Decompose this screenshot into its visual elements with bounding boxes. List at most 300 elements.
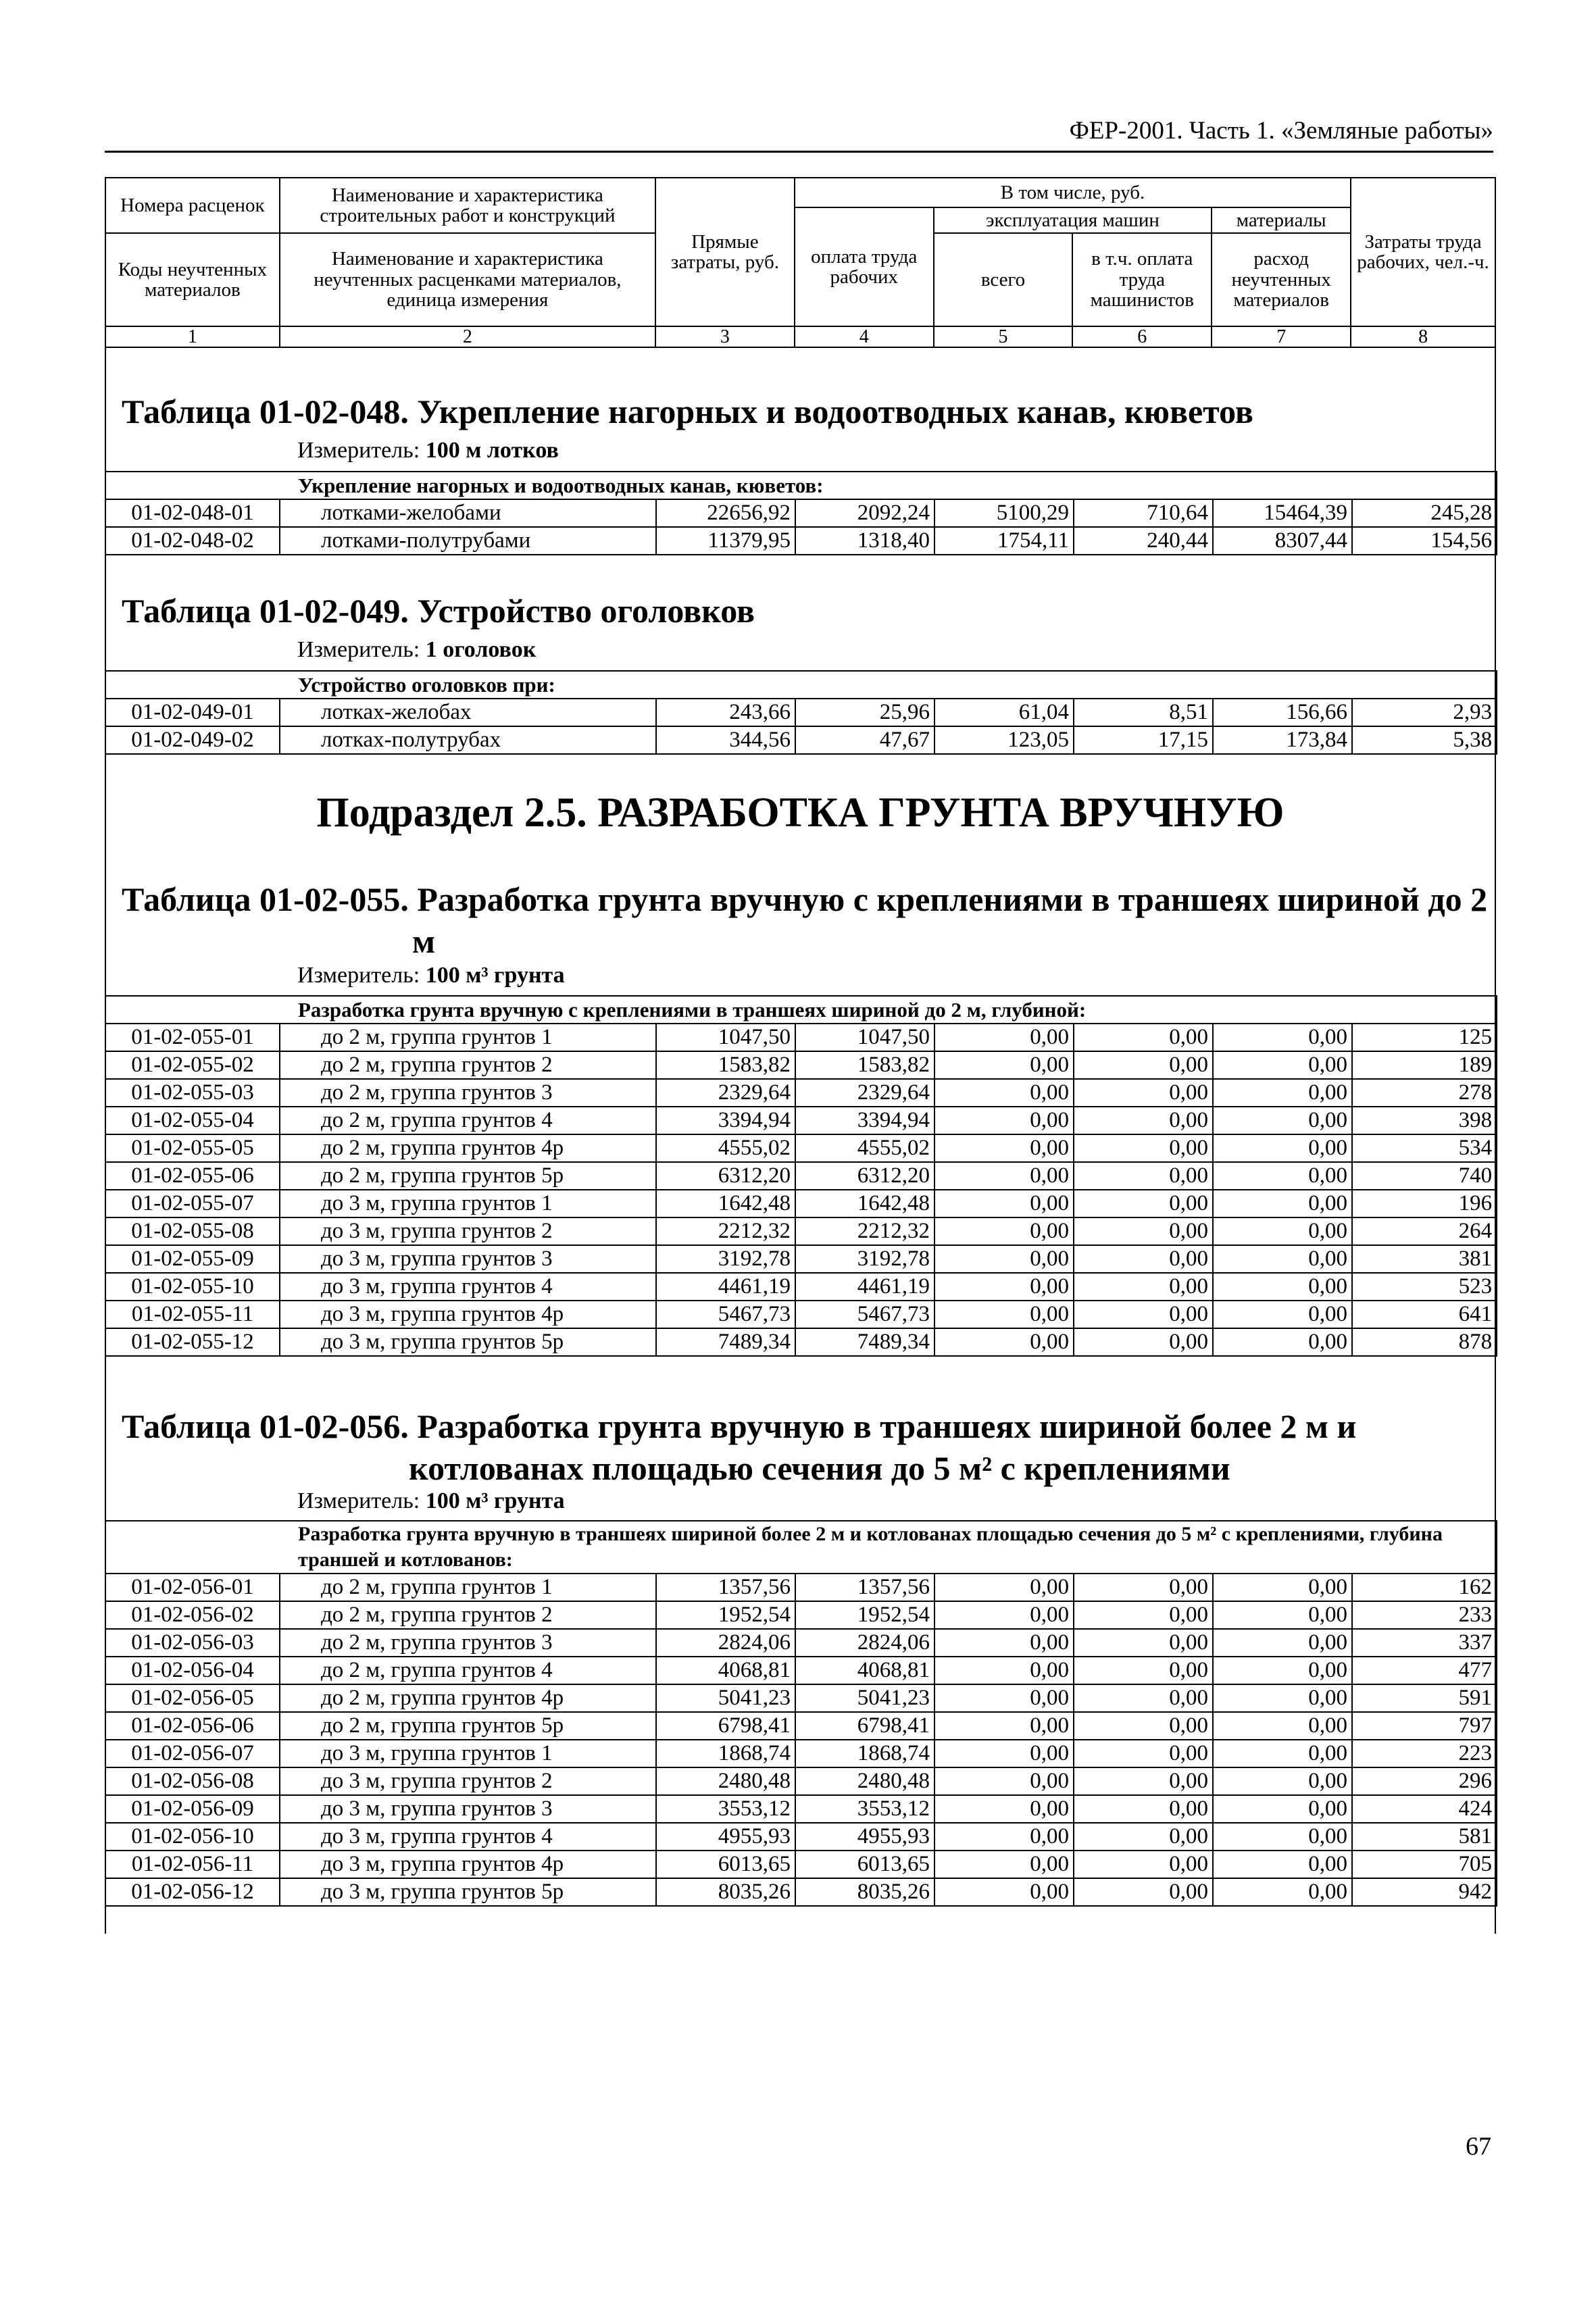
machinist-pay: 240,44 [1074, 527, 1213, 555]
labor-hours: 296 [1352, 1767, 1497, 1795]
group-heading: Разработка грунта вручную с креплениями в траншеях шириной до 2 м, глубиной: [105, 996, 1497, 1024]
worker-pay: 6798,41 [795, 1712, 934, 1740]
work-description: до 3 м, группа грунтов 3 [280, 1795, 656, 1823]
worker-pay: 1357,56 [795, 1574, 934, 1601]
table-row [105, 1740, 1497, 1767]
table-row [105, 1574, 1497, 1601]
labor-hours: 797 [1352, 1712, 1497, 1740]
rate-code: 01-02-056-05 [105, 1684, 280, 1712]
labor-hours: 245,28 [1352, 499, 1497, 527]
worker-pay: 1047,50 [795, 1024, 934, 1051]
col-number: 2 [280, 326, 655, 347]
machinist-pay: 710,64 [1074, 499, 1213, 527]
machinist-pay: 0,00 [1074, 1574, 1213, 1601]
header-machine-operation: эксплуатация машин [934, 207, 1212, 233]
table-row [105, 1273, 1497, 1301]
machinist-pay: 0,00 [1074, 1328, 1213, 1356]
rate-code: 01-02-056-04 [105, 1657, 280, 1684]
labor-hours: 591 [1352, 1684, 1497, 1712]
col-number: 5 [934, 326, 1073, 347]
machinist-pay: 0,00 [1074, 1740, 1213, 1767]
table-055-meter [297, 963, 565, 988]
materials-cost: 0,00 [1213, 1162, 1352, 1190]
table-row [105, 1712, 1497, 1740]
labor-hours: 125 [1352, 1024, 1497, 1051]
direct-costs: 2824,06 [656, 1629, 795, 1657]
rate-code: 01-02-056-12 [105, 1878, 280, 1906]
page-number: 67 [1466, 2132, 1491, 2161]
materials-cost: 0,00 [1213, 1217, 1352, 1245]
worker-pay: 1318,40 [795, 527, 934, 555]
rate-code: 01-02-055-04 [105, 1107, 280, 1134]
work-description: до 3 м, группа грунтов 2 [280, 1217, 656, 1245]
group-row [105, 472, 1497, 499]
worker-pay: 5041,23 [795, 1684, 934, 1712]
rate-code: 01-02-048-01 [105, 499, 280, 527]
worker-pay: 1868,74 [795, 1740, 934, 1767]
table-row [105, 1795, 1497, 1823]
table-row [105, 1051, 1497, 1079]
table-row [105, 1767, 1497, 1795]
labor-hours: 196 [1352, 1190, 1497, 1217]
header-direct-costs: Прямые затраты, руб. [655, 178, 795, 326]
materials-cost: 173,84 [1213, 726, 1352, 754]
machines-total: 0,00 [934, 1217, 1074, 1245]
direct-costs: 4068,81 [656, 1657, 795, 1684]
table-row [105, 1629, 1497, 1657]
machinist-pay: 0,00 [1074, 1851, 1213, 1878]
worker-pay: 3192,78 [795, 1245, 934, 1273]
labor-hours: 154,56 [1352, 527, 1497, 555]
machinist-pay: 8,51 [1074, 699, 1213, 726]
materials-cost: 0,00 [1213, 1629, 1352, 1657]
machines-total: 0,00 [934, 1051, 1074, 1079]
machines-total: 0,00 [934, 1024, 1074, 1051]
direct-costs: 6798,41 [656, 1712, 795, 1740]
header-rate-numbers: Номера расценок [105, 178, 280, 233]
rate-code: 01-02-055-01 [105, 1024, 280, 1051]
table-row [105, 1217, 1497, 1245]
header-unaccounted-materials: расход неучтенных материалов [1212, 233, 1351, 326]
labor-hours: 705 [1352, 1851, 1497, 1878]
table-055-title [122, 878, 1493, 962]
rate-code: 01-02-056-06 [105, 1712, 280, 1740]
machinist-pay: 0,00 [1074, 1273, 1213, 1301]
direct-costs: 3394,94 [656, 1107, 795, 1134]
table-row [105, 1190, 1497, 1217]
col-number: 7 [1212, 326, 1351, 347]
materials-cost: 0,00 [1213, 1190, 1352, 1217]
table-056-meter [297, 1488, 565, 1514]
work-description: до 3 м, группа грунтов 4 [280, 1823, 656, 1851]
col-number: 4 [795, 326, 934, 347]
machines-total: 1754,11 [934, 527, 1074, 555]
direct-costs: 1583,82 [656, 1051, 795, 1079]
rate-code: 01-02-055-05 [105, 1134, 280, 1162]
worker-pay: 1642,48 [795, 1190, 934, 1217]
rate-code: 01-02-056-11 [105, 1851, 280, 1878]
machines-total: 0,00 [934, 1328, 1074, 1356]
work-description: до 2 м, группа грунтов 3 [280, 1629, 656, 1657]
title-line-1: Таблица 01-02-056. Разработка грунта вручную в траншеях шириной более 2 м и [122, 1407, 1357, 1445]
table-row [105, 1301, 1497, 1328]
rate-code: 01-02-056-07 [105, 1740, 280, 1767]
group-row [105, 671, 1497, 699]
worker-pay: 4068,81 [795, 1657, 934, 1684]
work-description: лотках-полутрубах [280, 726, 656, 754]
rate-code: 01-02-048-02 [105, 527, 280, 555]
table-row [105, 1162, 1497, 1190]
work-description: до 2 м, группа грунтов 2 [280, 1051, 656, 1079]
table-row [105, 1107, 1497, 1134]
materials-cost: 0,00 [1213, 1134, 1352, 1162]
labor-hours: 5,38 [1352, 726, 1497, 754]
machinist-pay: 0,00 [1074, 1134, 1213, 1162]
work-description: до 2 м, группа грунтов 2 [280, 1601, 656, 1629]
labor-hours: 398 [1352, 1107, 1497, 1134]
machines-total: 0,00 [934, 1851, 1074, 1878]
header-machines-total: всего [934, 233, 1073, 326]
machines-total: 0,00 [934, 1273, 1074, 1301]
meter-value: 1 оголовок [425, 637, 537, 662]
machinist-pay: 17,15 [1074, 726, 1213, 754]
labor-hours: 581 [1352, 1823, 1497, 1851]
machines-total: 61,04 [934, 699, 1074, 726]
machines-total: 0,00 [934, 1134, 1074, 1162]
materials-cost: 0,00 [1213, 1079, 1352, 1107]
rate-code: 01-02-055-11 [105, 1301, 280, 1328]
materials-cost: 0,00 [1213, 1024, 1352, 1051]
work-description: до 2 м, группа грунтов 4р [280, 1684, 656, 1712]
rate-code: 01-02-055-06 [105, 1162, 280, 1190]
direct-costs: 1047,50 [656, 1024, 795, 1051]
machines-total: 0,00 [934, 1245, 1074, 1273]
table-row [105, 1328, 1497, 1356]
title-line-2: м [412, 922, 436, 960]
labor-hours: 381 [1352, 1245, 1497, 1273]
direct-costs: 4955,93 [656, 1823, 795, 1851]
title-line-1: Таблица 01-02-055. Разработка грунта вручную с креплениями в траншеях шириной до 2 [122, 880, 1488, 918]
labor-hours: 740 [1352, 1162, 1497, 1190]
table-row [105, 1024, 1497, 1051]
table-row [105, 527, 1497, 555]
direct-costs: 2480,48 [656, 1767, 795, 1795]
direct-costs: 1952,54 [656, 1601, 795, 1629]
labor-hours: 337 [1352, 1629, 1497, 1657]
direct-costs: 344,56 [656, 726, 795, 754]
direct-costs: 8035,26 [656, 1878, 795, 1906]
meter-value: 100 м³ грунта [425, 963, 565, 988]
work-description: до 2 м, группа грунтов 5р [280, 1162, 656, 1190]
worker-pay: 4461,19 [795, 1273, 934, 1301]
work-description: до 3 м, группа грунтов 1 [280, 1190, 656, 1217]
materials-cost: 0,00 [1213, 1107, 1352, 1134]
header-material-codes: Коды неучтенных материалов [105, 233, 280, 326]
materials-cost: 0,00 [1213, 1740, 1352, 1767]
header-work-name: Наименование и характеристика строительных работ и конструкций [280, 178, 655, 233]
direct-costs: 5041,23 [656, 1684, 795, 1712]
rate-code: 01-02-056-08 [105, 1767, 280, 1795]
work-description: до 3 м, группа грунтов 3 [280, 1245, 656, 1273]
group-heading: Устройство оголовков при: [105, 671, 1497, 699]
work-description: до 3 м, группа грунтов 4р [280, 1301, 656, 1328]
rate-code: 01-02-056-03 [105, 1629, 280, 1657]
worker-pay: 2212,32 [795, 1217, 934, 1245]
group-heading: Разработка грунта вручную в траншеях шириной более 2 м и котлованах площадью сечения до 5 м² с креплениями, глубина траншей и котлованов: [105, 1521, 1497, 1574]
labor-hours: 233 [1352, 1601, 1497, 1629]
machines-total: 0,00 [934, 1079, 1074, 1107]
column-header-table [105, 177, 1496, 348]
labor-hours: 223 [1352, 1740, 1497, 1767]
work-description: до 2 м, группа грунтов 4р [280, 1134, 656, 1162]
header-labor-costs: Затраты труда рабочих, чел.-ч. [1351, 178, 1495, 326]
worker-pay: 8035,26 [795, 1878, 934, 1906]
worker-pay: 3553,12 [795, 1795, 934, 1823]
materials-cost: 15464,39 [1213, 499, 1352, 527]
worker-pay: 2480,48 [795, 1767, 934, 1795]
table-row [105, 1134, 1497, 1162]
materials-cost: 0,00 [1213, 1712, 1352, 1740]
materials-cost: 0,00 [1213, 1574, 1352, 1601]
meter-label: Измеритель: [297, 438, 420, 463]
header-including: В том числе, руб. [795, 178, 1351, 207]
labor-hours: 523 [1352, 1273, 1497, 1301]
rate-code: 01-02-055-09 [105, 1245, 280, 1273]
table-row [105, 1823, 1497, 1851]
materials-cost: 0,00 [1213, 1245, 1352, 1273]
work-description: до 3 м, группа грунтов 5р [280, 1878, 656, 1906]
table-row [105, 499, 1497, 527]
work-description: до 2 м, группа грунтов 4 [280, 1107, 656, 1134]
work-description: до 3 м, группа грунтов 4р [280, 1851, 656, 1878]
materials-cost: 0,00 [1213, 1301, 1352, 1328]
direct-costs: 1868,74 [656, 1740, 795, 1767]
labor-hours: 278 [1352, 1079, 1497, 1107]
machinist-pay: 0,00 [1074, 1657, 1213, 1684]
work-description: до 3 м, группа грунтов 4 [280, 1273, 656, 1301]
worker-pay: 6312,20 [795, 1162, 934, 1190]
machines-total: 0,00 [934, 1684, 1074, 1712]
group-row [105, 1521, 1497, 1574]
machines-total: 0,00 [934, 1107, 1074, 1134]
worker-pay: 4555,02 [795, 1134, 934, 1162]
worker-pay: 25,96 [795, 699, 934, 726]
machinist-pay: 0,00 [1074, 1684, 1213, 1712]
materials-cost: 0,00 [1213, 1767, 1352, 1795]
worker-pay: 1952,54 [795, 1601, 934, 1629]
machines-total: 0,00 [934, 1574, 1074, 1601]
machines-total: 0,00 [934, 1767, 1074, 1795]
work-description: до 3 м, группа грунтов 5р [280, 1328, 656, 1356]
materials-cost: 0,00 [1213, 1601, 1352, 1629]
direct-costs: 4555,02 [656, 1134, 795, 1162]
table-row [105, 1657, 1497, 1684]
direct-costs: 5467,73 [656, 1301, 795, 1328]
header-worker-pay: оплата труда рабочих [795, 207, 934, 326]
machinist-pay: 0,00 [1074, 1767, 1213, 1795]
machinist-pay: 0,00 [1074, 1712, 1213, 1740]
machines-total: 0,00 [934, 1795, 1074, 1823]
materials-cost: 0,00 [1213, 1823, 1352, 1851]
direct-costs: 243,66 [656, 699, 795, 726]
machines-total: 0,00 [934, 1878, 1074, 1906]
work-description: до 2 м, группа грунтов 5р [280, 1712, 656, 1740]
materials-cost: 0,00 [1213, 1328, 1352, 1356]
machinist-pay: 0,00 [1074, 1629, 1213, 1657]
direct-costs: 11379,95 [656, 527, 795, 555]
machinist-pay: 0,00 [1074, 1245, 1213, 1273]
table-row [105, 1245, 1497, 1273]
group-heading: Укрепление нагорных и водоотводных канав, кюветов: [105, 472, 1497, 499]
materials-cost: 0,00 [1213, 1657, 1352, 1684]
rate-code: 01-02-055-08 [105, 1217, 280, 1245]
work-description: до 2 м, группа грунтов 1 [280, 1574, 656, 1601]
work-description: до 2 м, группа грунтов 3 [280, 1079, 656, 1107]
labor-hours: 189 [1352, 1051, 1497, 1079]
machinist-pay: 0,00 [1074, 1301, 1213, 1328]
direct-costs: 1357,56 [656, 1574, 795, 1601]
machinist-pay: 0,00 [1074, 1024, 1213, 1051]
table-048-title: Таблица 01-02-048. Укрепление нагорных и водоотводных канав, кюветов [122, 393, 1253, 430]
labor-hours: 162 [1352, 1574, 1497, 1601]
work-description: до 2 м, группа грунтов 1 [280, 1024, 656, 1051]
rate-code: 01-02-055-07 [105, 1190, 280, 1217]
col-number: 8 [1351, 326, 1495, 347]
materials-cost: 0,00 [1213, 1878, 1352, 1906]
materials-cost: 0,00 [1213, 1851, 1352, 1878]
machines-total: 0,00 [934, 1712, 1074, 1740]
direct-costs: 3192,78 [656, 1245, 795, 1273]
col-number: 1 [105, 326, 280, 347]
work-description: до 2 м, группа грунтов 4 [280, 1657, 656, 1684]
materials-cost: 156,66 [1213, 699, 1352, 726]
machines-total: 0,00 [934, 1823, 1074, 1851]
machinist-pay: 0,00 [1074, 1051, 1213, 1079]
header-machinist-pay: в т.ч. оплата труда машинистов [1072, 233, 1212, 326]
rate-code: 01-02-049-02 [105, 726, 280, 754]
meter-label: Измеритель: [297, 963, 420, 988]
machinist-pay: 0,00 [1074, 1823, 1213, 1851]
work-description: лотками-полутрубами [280, 527, 656, 555]
header-materials: материалы [1212, 207, 1351, 233]
machines-total: 0,00 [934, 1657, 1074, 1684]
table-048 [105, 471, 1497, 555]
subsection-title: Подраздел 2.5. РАЗРАБОТКА ГРУНТА ВРУЧНУЮ [316, 790, 1285, 836]
direct-costs: 4461,19 [656, 1273, 795, 1301]
worker-pay: 2329,64 [795, 1079, 934, 1107]
group-row [105, 996, 1497, 1024]
table-049 [105, 670, 1497, 755]
meter-value: 100 м³ грунта [425, 1488, 565, 1513]
table-row [105, 1601, 1497, 1629]
machinist-pay: 0,00 [1074, 1162, 1213, 1190]
labor-hours: 641 [1352, 1301, 1497, 1328]
machinist-pay: 0,00 [1074, 1079, 1213, 1107]
labor-hours: 477 [1352, 1657, 1497, 1684]
labor-hours: 942 [1352, 1878, 1497, 1906]
rate-code: 01-02-056-09 [105, 1795, 280, 1823]
machines-total: 0,00 [934, 1629, 1074, 1657]
worker-pay: 6013,65 [795, 1851, 934, 1878]
worker-pay: 2092,24 [795, 499, 934, 527]
rate-code: 01-02-055-02 [105, 1051, 280, 1079]
table-row [105, 1684, 1497, 1712]
labor-hours: 424 [1352, 1795, 1497, 1823]
work-description: до 3 м, группа грунтов 1 [280, 1740, 656, 1767]
work-description: лотками-желобами [280, 499, 656, 527]
labor-hours: 534 [1352, 1134, 1497, 1162]
machinist-pay: 0,00 [1074, 1601, 1213, 1629]
worker-pay: 5467,73 [795, 1301, 934, 1328]
table-055 [105, 995, 1497, 1357]
materials-cost: 8307,44 [1213, 527, 1352, 555]
table-056-title [122, 1405, 1493, 1489]
machines-total: 0,00 [934, 1162, 1074, 1190]
materials-cost: 0,00 [1213, 1684, 1352, 1712]
worker-pay: 2824,06 [795, 1629, 934, 1657]
meter-value: 100 м лотков [425, 438, 559, 463]
table-row [105, 1878, 1497, 1906]
machines-total: 0,00 [934, 1301, 1074, 1328]
worker-pay: 47,67 [795, 726, 934, 754]
work-description: до 3 м, группа грунтов 2 [280, 1767, 656, 1795]
direct-costs: 2212,32 [656, 1217, 795, 1245]
direct-costs: 6312,20 [656, 1162, 795, 1190]
worker-pay: 1583,82 [795, 1051, 934, 1079]
rate-code: 01-02-055-12 [105, 1328, 280, 1356]
machinist-pay: 0,00 [1074, 1878, 1213, 1906]
table-row [105, 699, 1497, 726]
direct-costs: 7489,34 [656, 1328, 795, 1356]
work-description: лотках-желобах [280, 699, 656, 726]
machines-total: 0,00 [934, 1740, 1074, 1767]
table-049-title: Таблица 01-02-049. Устройство оголовков [122, 592, 755, 630]
machinist-pay: 0,00 [1074, 1107, 1213, 1134]
rate-code: 01-02-056-02 [105, 1601, 280, 1629]
running-header: ФЕР-2001. Часть 1. «Земляные работы» [105, 111, 1493, 153]
direct-costs: 6013,65 [656, 1851, 795, 1878]
direct-costs: 1642,48 [656, 1190, 795, 1217]
machines-total: 0,00 [934, 1601, 1074, 1629]
rate-code: 01-02-055-10 [105, 1273, 280, 1301]
table-row [105, 1851, 1497, 1878]
direct-costs: 22656,92 [656, 499, 795, 527]
title-line-2: котлованах площадью сечения до 5 м² с креплениями [409, 1449, 1230, 1487]
worker-pay: 4955,93 [795, 1823, 934, 1851]
rate-code: 01-02-055-03 [105, 1079, 280, 1107]
materials-cost: 0,00 [1213, 1795, 1352, 1823]
table-row [105, 1079, 1497, 1107]
table-049-meter [297, 637, 536, 663]
col-number: 6 [1072, 326, 1212, 347]
machinist-pay: 0,00 [1074, 1217, 1213, 1245]
machines-total: 5100,29 [934, 499, 1074, 527]
rate-code: 01-02-056-10 [105, 1823, 280, 1851]
labor-hours: 264 [1352, 1217, 1497, 1245]
direct-costs: 3553,12 [656, 1795, 795, 1823]
materials-cost: 0,00 [1213, 1273, 1352, 1301]
table-row [105, 726, 1497, 754]
labor-hours: 2,93 [1352, 699, 1497, 726]
rate-code: 01-02-056-01 [105, 1574, 280, 1601]
table-056 [105, 1520, 1497, 1907]
worker-pay: 7489,34 [795, 1328, 934, 1356]
header-material-names: Наименование и характеристика неучтенных расценками материалов, единица измерения [280, 233, 655, 326]
machines-total: 0,00 [934, 1190, 1074, 1217]
direct-costs: 2329,64 [656, 1079, 795, 1107]
labor-hours: 878 [1352, 1328, 1497, 1356]
meter-label: Измеритель: [297, 637, 420, 662]
